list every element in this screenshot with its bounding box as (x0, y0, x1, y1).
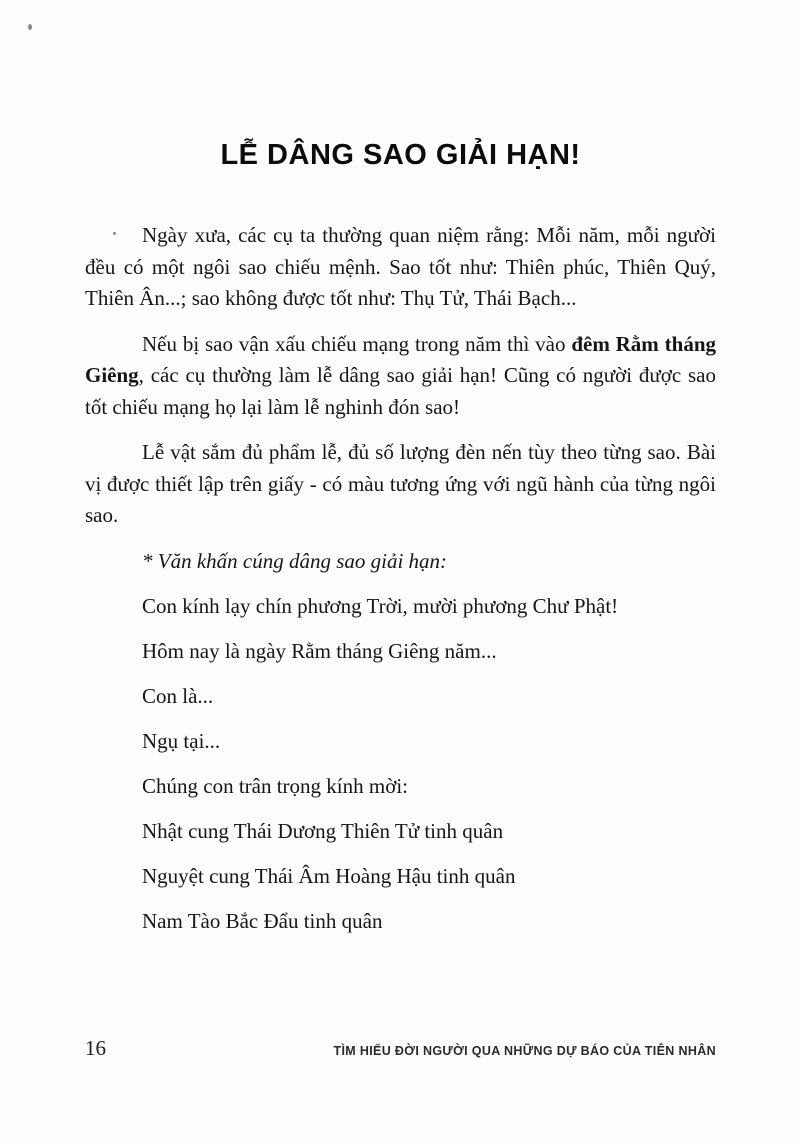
bold-phrase: đêm Rằm tháng Giêng (85, 331, 716, 387)
prayer-line: Nhật cung Thái Dương Thiên Tử tinh quân (142, 819, 504, 843)
paragraph-offerings: Lễ vật sắm đủ phẩm lễ, đủ số lượng đèn nến tùy theo từng sao. Bài vị được thiết lập trên giấy - có màu tương ứng với ngũ hành của từng ngôi sao. (85, 440, 716, 527)
paragraph-bad-star (85, 329, 716, 424)
paragraph-prayer-heading: * Văn khấn cúng dâng sao giải hạn: (142, 548, 448, 573)
page-content (85, 138, 716, 950)
paragraph-text: Nếu bị sao vận xấu chiếu mạng trong năm thì vào (142, 331, 572, 356)
prayer-line: Nam Tào Bắc Đẩu tinh quân (142, 909, 383, 933)
page-number: 16 (85, 1036, 106, 1060)
page-footer (85, 1036, 716, 1061)
prayer-line: Con kính lạy chín phương Trời, mười phương Chư Phật! (142, 594, 619, 618)
paragraph-intro: Ngày xưa, các cụ ta thường quan niệm rằng: Mỗi năm, mỗi người đều có một ngôi sao chiếu mệnh. Sao tốt như: Thiên phúc, Thiên Quý, Thiên Ân...; sao không được tốt như: Thụ Tử, Thái Bạch... (85, 223, 716, 310)
prayer-line: Hôm nay là ngày Rằm tháng Giêng năm... (142, 639, 497, 663)
prayer-line: Ngụ tại... (142, 729, 221, 753)
scan-speck (28, 24, 32, 30)
paragraph-text: , các cụ thường làm lễ dâng sao giải hạn! Cũng có người được sao tốt chiếu mạng họ lại làm lễ nghinh đón sao! (85, 363, 716, 419)
running-title: TÌM HIỂU ĐỜI NGƯỜI QUA NHỮNG DỰ BÁO CỦA TIÊN NHÂN (333, 1044, 716, 1058)
page-title: LỄ DÂNG SAO GIẢI HẠN! (220, 139, 581, 171)
prayer-line: Chúng con trân trọng kính mời: (142, 774, 408, 798)
prayer-line: Nguyệt cung Thái Âm Hoàng Hậu tinh quân (142, 864, 516, 888)
prayer-line: Con là... (142, 684, 214, 708)
